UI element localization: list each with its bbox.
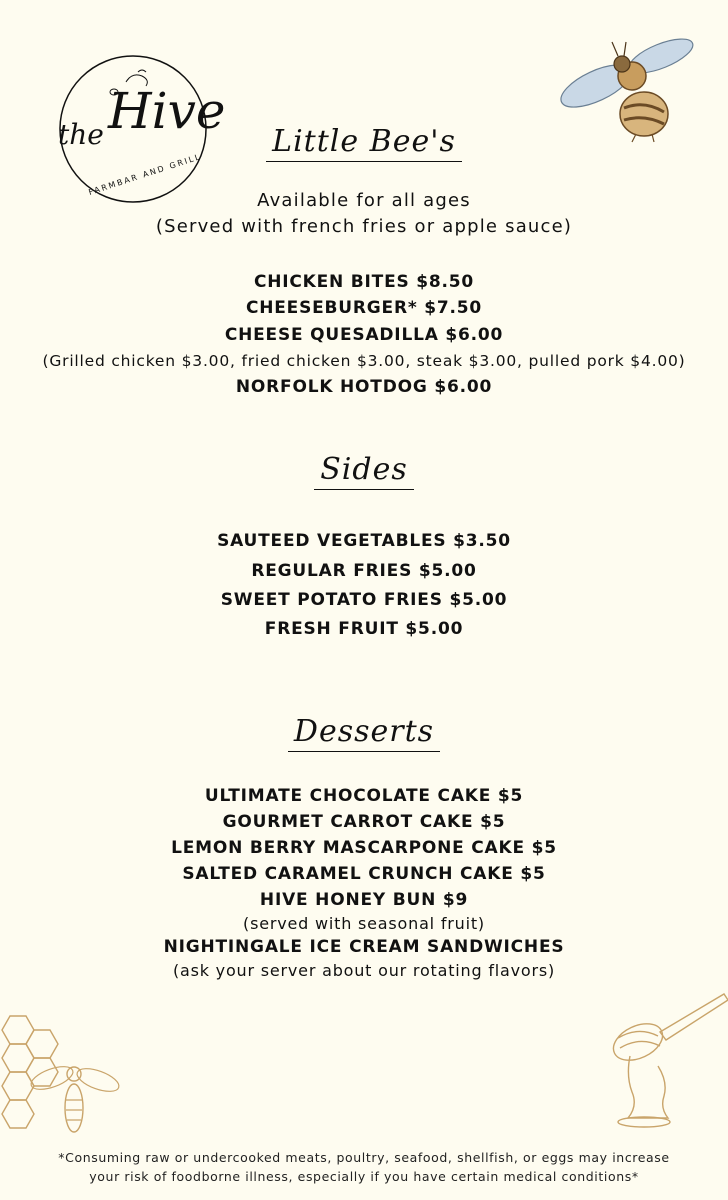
menu-item: REGULAR FRIES $5.00 xyxy=(251,561,477,581)
menu-item: SALTED CARAMEL CRUNCH CAKE $5 xyxy=(182,864,546,884)
menu-item-note: (ask your server about our rotating flavors) xyxy=(172,961,556,980)
honey-dipper-illustration xyxy=(600,988,728,1130)
little-bees-subtitle-2: (Served with french fries or apple sauce) xyxy=(155,216,573,237)
honeycomb-bee-illustration xyxy=(0,1008,130,1142)
logo-tagline: FARMBAR AND GRILL xyxy=(87,151,203,198)
sides-heading xyxy=(314,452,414,490)
menu-item: FRESH FRUIT $5.00 xyxy=(264,619,464,639)
menu-item: SWEET POTATO FRIES $5.00 xyxy=(220,590,508,610)
menu-item: LEMON BERRY MASCARPONE CAKE $5 xyxy=(171,838,557,858)
menu-item: GOURMET CARROT CAKE $5 xyxy=(222,812,506,832)
menu-item: ULTIMATE CHOCOLATE CAKE $5 xyxy=(204,786,524,806)
menu-item-note: (served with seasonal fruit) xyxy=(243,914,485,933)
desserts-heading-text: Desserts xyxy=(293,714,435,749)
desserts-heading xyxy=(288,714,440,752)
little-bees-subtitle-1: Available for all ages xyxy=(257,190,471,211)
menu-item: NIGHTINGALE ICE CREAM SANDWICHES xyxy=(163,937,565,957)
menu-item: SAUTEED VEGETABLES $3.50 xyxy=(217,531,511,551)
menu-item: CHEESEBURGER* $7.50 xyxy=(245,298,483,318)
little-bees-heading xyxy=(266,124,462,162)
footer-disclaimer xyxy=(0,1148,728,1186)
footer-line-2: your risk of foodborne illness, especially if you have certain medical conditions* xyxy=(89,1169,639,1184)
menu-item: CHICKEN BITES $8.50 xyxy=(253,272,475,292)
sides-heading-text: Sides xyxy=(320,452,408,487)
menu-item: NORFOLK HOTDOG $6.00 xyxy=(235,377,493,397)
little-bees-heading-text: Little Bee's xyxy=(272,124,456,159)
menu-item: HIVE HONEY BUN $9 xyxy=(259,890,469,910)
menu-item-note: (Grilled chicken $3.00, fried chicken $3.00, steak $3.00, pulled pork $4.00) xyxy=(42,352,686,370)
logo-name-small: the xyxy=(58,118,104,151)
logo-name-big: Hive xyxy=(108,82,226,140)
menu-item: CHEESE QUESADILLA $6.00 xyxy=(224,325,504,345)
footer-line-1: *Consuming raw or undercooked meats, poultry, seafood, shellfish, or eggs may increase xyxy=(58,1150,670,1165)
